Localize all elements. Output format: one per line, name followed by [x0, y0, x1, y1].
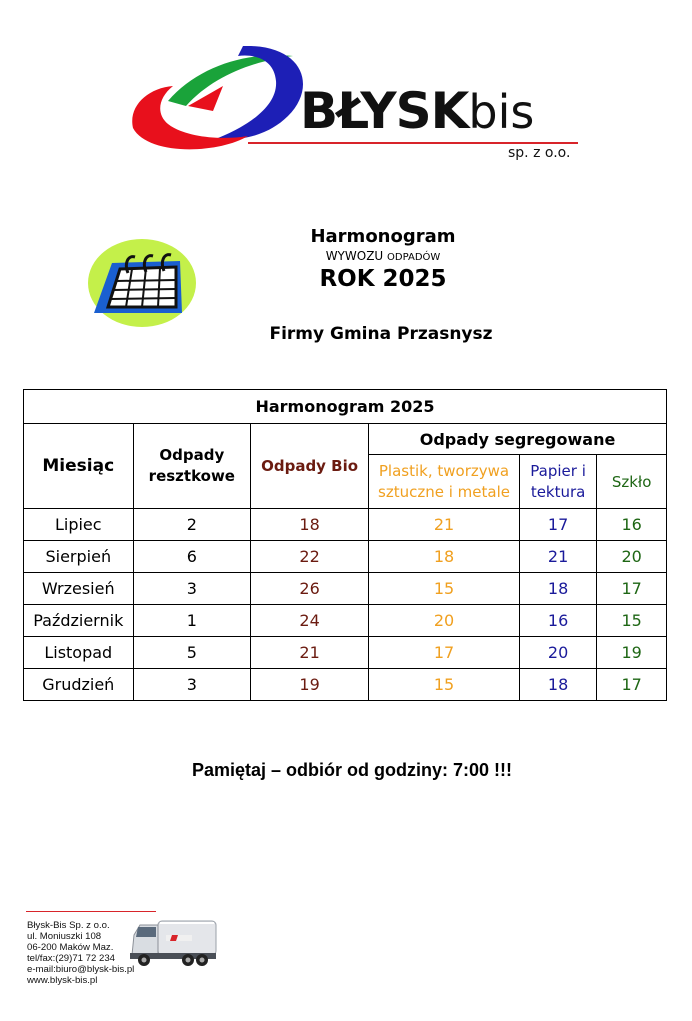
cell-month: Grudzień: [24, 669, 134, 701]
footer-company: Błysk-Bis Sp. z o.o.: [27, 920, 110, 931]
logo-sub-text: bis: [468, 85, 535, 139]
table-row: [24, 605, 667, 637]
company-logo: [128, 46, 588, 166]
cell-plastic: 18: [369, 541, 520, 573]
cell-residual: 3: [133, 669, 251, 701]
cell-residual: 6: [133, 541, 251, 573]
table-row: [24, 573, 667, 605]
page-subtitle: [0, 249, 692, 263]
cell-glass: 17: [597, 669, 667, 701]
cell-residual: 3: [133, 573, 251, 605]
table-row: [24, 637, 667, 669]
pickup-reminder: Pamiętaj – odbiór od godziny: 7:00 !!!: [191, 760, 513, 780]
cell-residual: 5: [133, 637, 251, 669]
cell-month: Wrzesień: [24, 573, 134, 605]
footer-city: 06-200 Maków Maz.: [27, 942, 114, 953]
table-row: [24, 541, 667, 573]
header-bio: Odpady Bio: [251, 424, 369, 509]
page-title: Harmonogram: [310, 226, 456, 247]
footer-web: www.blysk-bis.pl: [27, 975, 98, 986]
cell-paper: 20: [519, 637, 596, 669]
footer-email: e-mail:biuro@blysk-bis.pl: [27, 964, 135, 975]
cell-month: Lipiec: [24, 509, 134, 541]
cell-plastic: 17: [369, 637, 520, 669]
cell-glass: 17: [597, 573, 667, 605]
cell-bio: 21: [251, 637, 369, 669]
logo-suffix: sp. z o.o.: [508, 145, 571, 161]
header-segregated: Odpady segregowane: [369, 424, 667, 455]
cell-month: Sierpień: [24, 541, 134, 573]
cell-glass: 19: [597, 637, 667, 669]
table-row: [24, 509, 667, 541]
year-heading: ROK 2025: [319, 266, 447, 292]
cell-paper: 18: [519, 573, 596, 605]
cell-month: Listopad: [24, 637, 134, 669]
header-residual: Odpady resztkowe: [133, 424, 251, 509]
cell-plastic: 15: [369, 573, 520, 605]
footer-street: ul. Moniuszki 108: [27, 931, 102, 942]
cell-paper: 18: [519, 669, 596, 701]
cell-glass: 20: [597, 541, 667, 573]
cell-paper: 21: [519, 541, 596, 573]
header-month: Miesiąc: [24, 424, 134, 509]
footer-contact: [27, 920, 134, 986]
subtitle-big: WYWOZU: [325, 249, 384, 263]
header-glass: Szkło: [597, 455, 667, 509]
logo-underline: [248, 142, 578, 144]
cell-plastic: 15: [369, 669, 520, 701]
logo-main-text: BŁYSK: [300, 82, 469, 140]
cell-glass: 15: [597, 605, 667, 637]
cell-month: Październik: [24, 605, 134, 637]
footer-phone: tel/fax:(29)71 72 234: [27, 953, 116, 964]
cell-glass: 16: [597, 509, 667, 541]
schedule-table: [23, 389, 667, 701]
cell-bio: 18: [251, 509, 369, 541]
subtitle-small: ODPADÓW: [387, 252, 441, 263]
table-caption: Harmonogram 2025: [24, 390, 667, 424]
blysk-logo-icon: [128, 46, 328, 166]
cell-bio: 19: [251, 669, 369, 701]
cell-bio: 22: [251, 541, 369, 573]
cell-paper: 17: [519, 509, 596, 541]
garbage-truck-icon: [126, 913, 218, 969]
footer-divider: [26, 911, 156, 912]
firm-heading: Firmy Gmina Przasnysz: [269, 324, 493, 344]
header-plastic: Plastik, tworzywa sztuczne i metale: [369, 455, 520, 509]
cell-residual: 1: [133, 605, 251, 637]
cell-residual: 2: [133, 509, 251, 541]
table-row: [24, 669, 667, 701]
cell-paper: 16: [519, 605, 596, 637]
cell-bio: 26: [251, 573, 369, 605]
header-paper: Papier i tektura: [519, 455, 596, 509]
cell-plastic: 21: [369, 509, 520, 541]
cell-bio: 24: [251, 605, 369, 637]
cell-plastic: 20: [369, 605, 520, 637]
